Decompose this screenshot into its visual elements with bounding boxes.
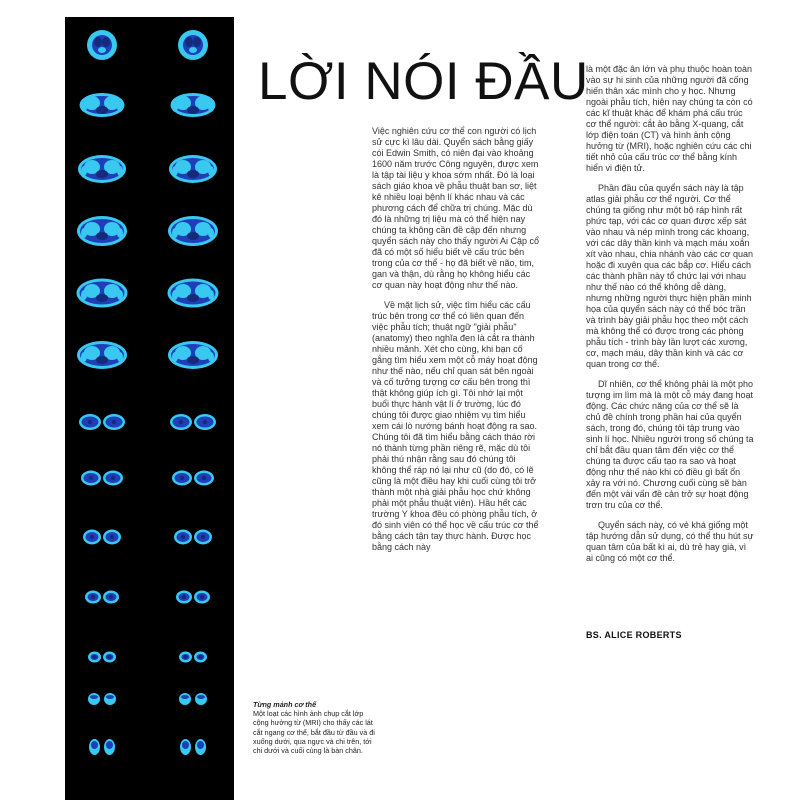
caption-title: Từng mảnh cơ thể [253,700,317,709]
image-caption [253,700,375,755]
paragraph: là một đặc ân lớn và phụ thuộc hoàn toàn vào sự hi sinh của những người đã cống hiến thân xác mình cho y học. Nhưng ngoài phẫu tích, hiện nay chúng ta còn có các kĩ thuật khác để khám phá cấu trúc cơ thể người: cắt ảo bằng X-quang, cắt lớp điện toán (CT) và hình ảnh cộng hưởng từ (MRI), hoặc nghiên cứu các chi tiết nhỏ của cấu trúc cơ thể bằng kính hiển vi điện tử. [586,64,753,173]
text-column-left [372,126,540,562]
paragraph: Phần đầu của quyển sách này là tập atlas giải phẫu cơ thể người. Cơ thể chúng ta giống như một bộ ráp hình rất phức tạp, với các cơ quan được xếp sát vào nhau và nép mình trong các khoang, với các dây thần kinh và mạch máu xoắn xít vào nhau, chia nhánh vào các cơ quan hoặc đi xuyên qua các bắp cơ. Hiểu cách các thành phần này tổ chức lại với nhau như thế nào có thể không dễ dàng, nhưng những người thực hiện phần minh họa của quyển sách này có thể bóc trần và trình bày giải phẫu học theo một cách mà không thể có được trong các phòng phẫu tích - trình bày lần lượt các xương, cơ, mạch máu, dây thần kinh và các cơ quan trong cơ thể. [586,183,754,369]
author-signature: BS. ALICE ROBERTS [586,630,682,640]
text-column-right [586,64,754,573]
page-title: LỜI NÓI ĐẦU [258,52,589,111]
paragraph: Việc nghiên cứu cơ thể con người có lịch sử cực kì lâu dài. Quyển sách bằng giấy cói Edwin Smith, có niên đại vào khoảng 1600 năm trước Công nguyên, được xem là tập tài liệu y khoa sớm nhất. Đó là loại sách giáo khoa về phẫu thuật ban sơ, liệt kê nhiều loại bệnh lí khác nhau và các phương cách để chữa trị chúng. Mặc dù đó là những trị liệu mà có thể hiện nay chúng ta không cần đề cập đến nhưng quyển sách này cho thấy người Ai Cập cổ đã có một số hiểu biết về cấu trúc bên trong của cơ thể - họ đã biết về não, tim, gan và thận, dù rằng họ không hiểu các cơ quan này hoạt động như thế nào. [372,126,540,290]
paragraph: Dĩ nhiên, cơ thể không phải là một pho tượng im lìm mà là một cỗ máy đang hoạt động. Các chức năng của cơ thể sẽ là chủ đề chính trong phần hai của quyển sách, trong đó, chúng tôi tập trung vào sinh lí học. Nhiều người trong số chúng ta chỉ bắt đầu quan tâm đến việc cơ thể chúng ta được cấu tạo ra sao và hoạt động như thế nào khi có điều gì bất ổn xảy ra với nó. Chương cuối cùng sẽ bàn đến một vài vấn đề cản trở sự hoạt động trơn tru của cơ thể. [586,379,754,510]
mri-slices-image [65,17,234,800]
paragraph: Quyển sách này, có vẻ khá giống một tập hướng dẫn sử dụng, có thể thu hút sự quan tâm của bất kì ai, dù trẻ hay già, vì ai cũng có một cơ thể. [586,520,754,563]
paragraph: Về mặt lịch sử, việc tìm hiểu các cấu trúc bên trong cơ thể có liên quan đến việc phẫu tích; thuật ngữ "giải phẫu" (anatomy) theo nghĩa đen là cắt ra thành nhiều mảnh. Xét cho cùng, khi bạn cố gắng tìm hiểu xem một cỗ máy hoạt động như thế nào, nếu chỉ quan sát bên ngoài và cố tưởng tượng cơ cấu bên trong thì thật không giúp ích gì. Tôi nhớ lại một buổi thực hành vật lí ở trường, lúc đó chúng tôi được giao nhiệm vụ tìm hiểu xem cái lò nướng bánh hoạt động ra sao. Chúng tôi đã tìm hiểu bằng cách tháo rời nó thành từng phần riêng rẽ, mặc dù tôi phải thú nhận rằng sau đó chúng tôi không thể ráp nó lại như cũ (do đó, có lẽ cũng là một điều hay khi cuối cùng tôi trở thành một nhà giải phẫu học chứ không phải một phẫu thuật viên). Hầu hết các trường Y khoa đều có phòng phẫu tích, ở đó sinh viên có thể học về cấu trúc cơ thể bằng cách tận tay thực hành. Được học bằng cách này [372,300,539,552]
mri-cross-section-strip [65,17,234,800]
caption-text: Một loạt các hình ảnh chụp cắt lớp cộng hưởng từ (MRI) cho thấy các lát cắt ngang cơ thể, bắt đầu từ đầu và đi xuống dưới, qua ngực và chi trên, tới chi dưới và cuối cùng là bàn chân. [253,709,375,756]
